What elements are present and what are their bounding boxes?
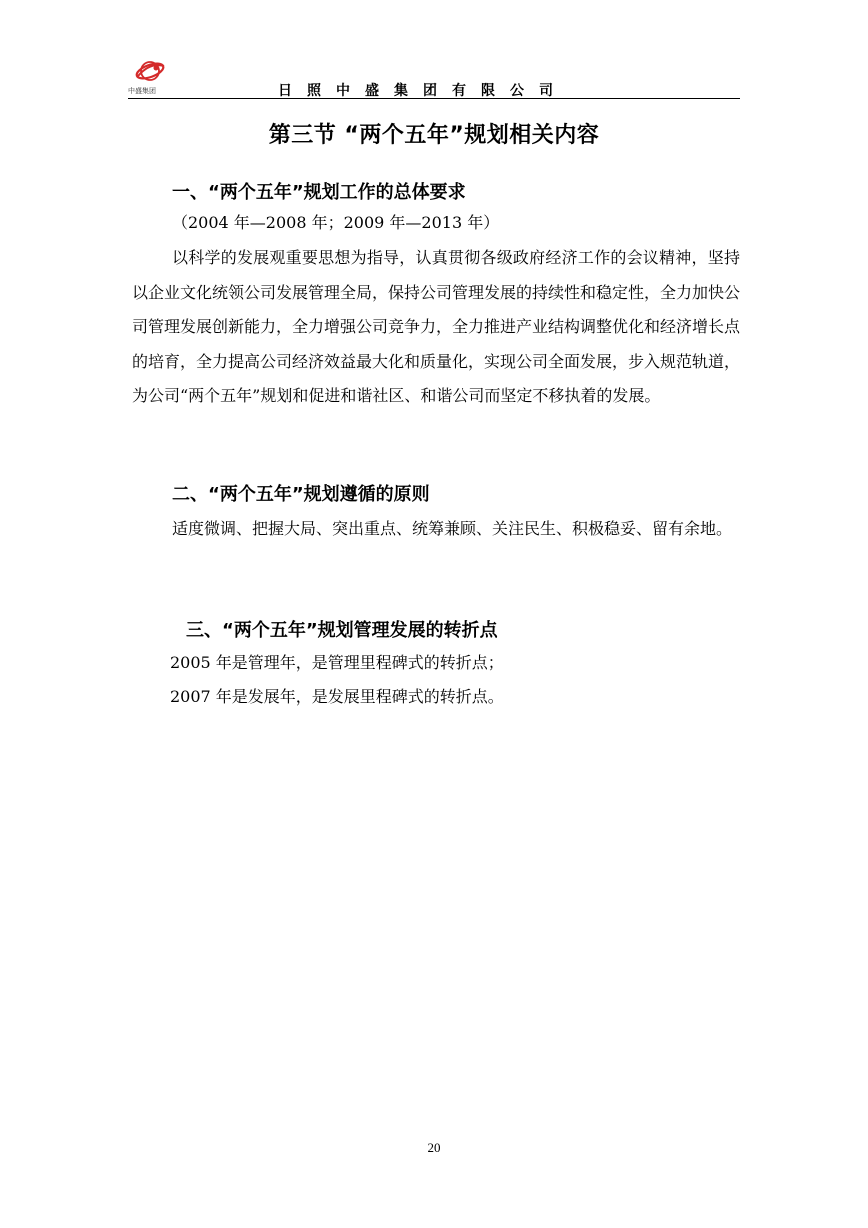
section-3-line-1: 2005 年是管理年，是管理里程碑式的转折点；	[170, 653, 504, 672]
section-1-subtitle: （2004 年—2008 年；2009 年—2013 年）	[172, 213, 500, 232]
section-3-line-2: 2007 年是发展年，是发展里程碑式的转折点。	[170, 687, 504, 706]
section-1-heading: 一、“两个五年”规划工作的总体要求	[172, 182, 466, 203]
section-1-body: 以科学的发展观重要思想为指导，认真贯彻各级政府经济工作的会议精神，坚持以企业文化统领公司发展管理全局，保持公司管理发展的持续性和稳定性，全力加快公司管理发展创新能力，全力增强公司竞争力，全力推进产业结构调整优化和经济增长点的培育，全力提高公司经济效益最大化和质量化，实现公司全面发展，步入规范轨道，为公司“两个五年”规划和促进和谐社区、和谐公司而坚定不移执着的发展。	[132, 248, 741, 405]
section-2-body: 适度微调、把握大局、突出重点、统筹兼顾、关注民生、积极稳妥、留有余地。	[172, 519, 733, 538]
section-2-heading: 二、“两个五年”规划遵循的原则	[172, 484, 430, 505]
company-name: 日照中盛集团有限公司	[278, 83, 568, 99]
page-header	[128, 58, 740, 102]
page-title: 第三节 “两个五年”规划相关内容	[268, 123, 600, 148]
page-number: 20	[427, 1140, 441, 1155]
header-divider	[128, 98, 740, 99]
logo-caption: 中盛集团	[128, 87, 156, 95]
section-3-heading: 三、“两个五年”规划管理发展的转折点	[186, 620, 498, 641]
